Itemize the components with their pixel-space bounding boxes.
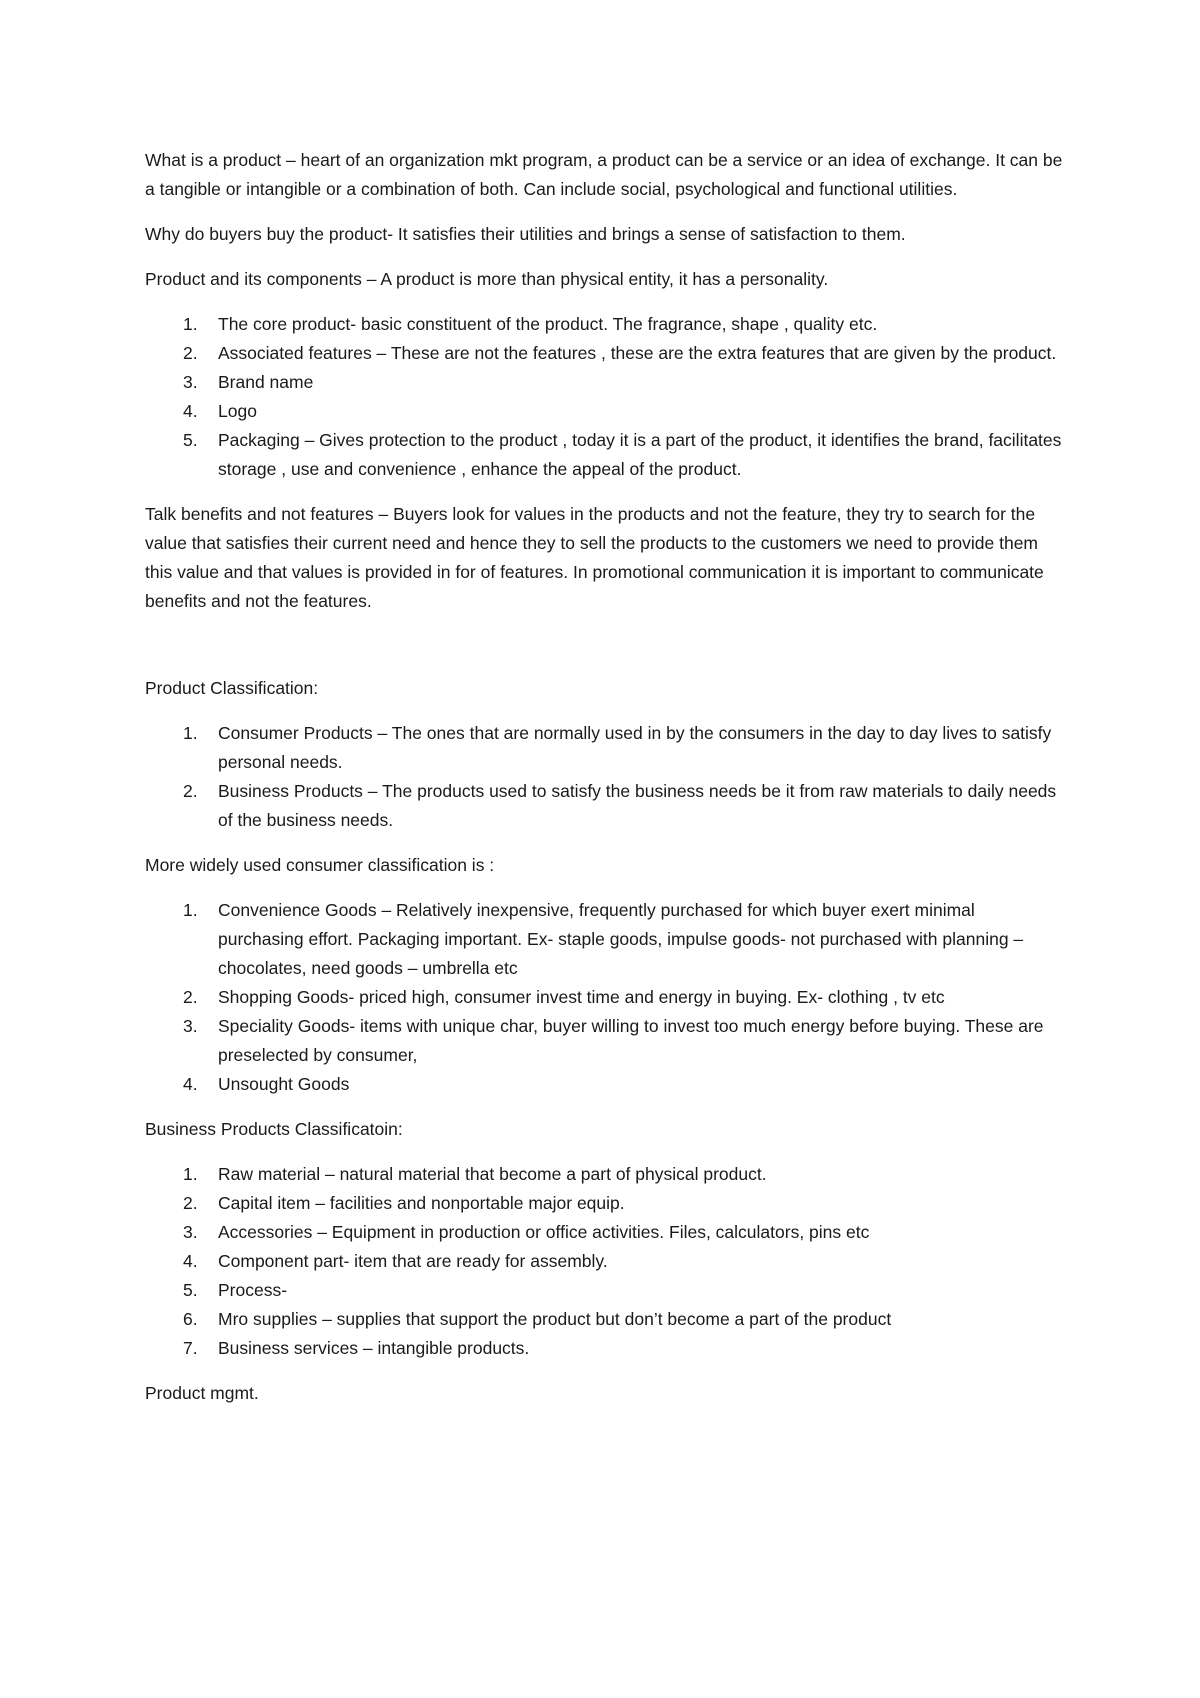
components-heading: Product and its components – A product is more than physical entity, it has a personality. — [145, 269, 829, 289]
list-number: 2. — [183, 1193, 198, 1213]
list-item — [145, 1334, 1065, 1363]
list-number: 1. — [183, 1164, 198, 1184]
list-item — [145, 339, 1065, 368]
list-number: 4. — [183, 1074, 198, 1094]
classification-list — [145, 719, 1065, 835]
list-number: 3. — [183, 1016, 198, 1036]
list-number: 4. — [183, 401, 198, 421]
benefits-paragraph: Talk benefits and not features – Buyers look for values in the products and not the feature, they try to search for the value that satisfies their current need and hence they to sell the products to the customers we need to provide them this value and that values is provided in for of features. In promotional communication it is important to communicate benefits and not the features. — [145, 504, 1044, 611]
list-item-text: Convenience Goods – Relatively inexpensive, frequently purchased for which buyer exert minimal purchasing effort. Packaging important. Ex- staple goods, impulse goods- not purchased with planning – chocolates, need goods – umbrella etc — [218, 900, 1024, 978]
components-list — [145, 310, 1065, 484]
why-buy-paragraph: Why do buyers buy the product- It satisfies their utilities and brings a sense of satisfaction to them. — [145, 224, 906, 244]
list-item — [145, 1305, 1065, 1334]
list-number: 7. — [183, 1338, 198, 1358]
list-item-text: Business Products – The products used to satisfy the business needs be it from raw materials to daily needs of the business needs. — [218, 781, 1057, 830]
list-item-text: Component part- item that are ready for assembly. — [218, 1251, 608, 1271]
list-item — [145, 1070, 1065, 1099]
list-item — [145, 1189, 1065, 1218]
list-item — [145, 310, 1065, 339]
business-heading: Business Products Classificatoin: — [145, 1119, 403, 1139]
intro-paragraph: What is a product – heart of an organization mkt program, a product can be a service or an idea of exchange. It can be a tangible or intangible or a combination of both. Can include social, psychological and functional utilities. — [145, 150, 1063, 199]
list-item — [145, 397, 1065, 426]
list-number: 4. — [183, 1251, 198, 1271]
list-item — [145, 1247, 1065, 1276]
list-item — [145, 896, 1065, 983]
list-number: 3. — [183, 1222, 198, 1242]
list-item-text: Process- — [218, 1280, 288, 1300]
list-item — [145, 983, 1065, 1012]
list-item-text: Consumer Products – The ones that are normally used in by the consumers in the day to day lives to satisfy personal needs. — [218, 723, 1052, 772]
list-item — [145, 777, 1065, 835]
list-item-text: Brand name — [218, 372, 314, 392]
list-item — [145, 426, 1065, 484]
consumer-list — [145, 896, 1065, 1099]
list-item — [145, 1218, 1065, 1247]
list-item-text: Raw material – natural material that become a part of physical product. — [218, 1164, 767, 1184]
document-page — [145, 146, 1065, 1424]
list-number: 2. — [183, 987, 198, 1007]
list-number: 5. — [183, 1280, 198, 1300]
consumer-heading: More widely used consumer classification is : — [145, 855, 495, 875]
list-item-text: Packaging – Gives protection to the product , today it is a part of the product, it identifies the brand, facilitates storage , use and convenience , enhance the appeal of the product. — [218, 430, 1062, 479]
list-item-text: Unsought Goods — [218, 1074, 350, 1094]
list-item-text: Accessories – Equipment in production or office activities. Files, calculators, pins etc — [218, 1222, 870, 1242]
list-item — [145, 1012, 1065, 1070]
list-number: 2. — [183, 343, 198, 363]
list-item-text: Mro supplies – supplies that support the product but don’t become a part of the product — [218, 1309, 892, 1329]
list-item-text: Shopping Goods- priced high, consumer invest time and energy in buying. Ex- clothing , tv etc — [218, 987, 945, 1007]
list-number: 2. — [183, 781, 198, 801]
list-item-text: Business services – intangible products. — [218, 1338, 530, 1358]
list-number: 6. — [183, 1309, 198, 1329]
list-item-text: Associated features – These are not the features , these are the extra features that are given by the product. — [218, 343, 1057, 363]
product-mgmt-heading: Product mgmt. — [145, 1383, 259, 1403]
list-number: 5. — [183, 430, 198, 450]
list-item-text: Logo — [218, 401, 257, 421]
list-item-text: Capital item – facilities and nonportable major equip. — [218, 1193, 625, 1213]
list-number: 1. — [183, 900, 198, 920]
list-item — [145, 368, 1065, 397]
list-item — [145, 1160, 1065, 1189]
list-number: 1. — [183, 314, 198, 334]
list-item — [145, 719, 1065, 777]
list-number: 3. — [183, 372, 198, 392]
list-item-text: Speciality Goods- items with unique char, buyer willing to invest too much energy before buying. These are preselected by consumer, — [218, 1016, 1044, 1065]
list-item-text: The core product- basic constituent of the product. The fragrance, shape , quality etc. — [218, 314, 878, 334]
classification-heading: Product Classification: — [145, 678, 319, 698]
business-list — [145, 1160, 1065, 1363]
list-number: 1. — [183, 723, 198, 743]
list-item — [145, 1276, 1065, 1305]
